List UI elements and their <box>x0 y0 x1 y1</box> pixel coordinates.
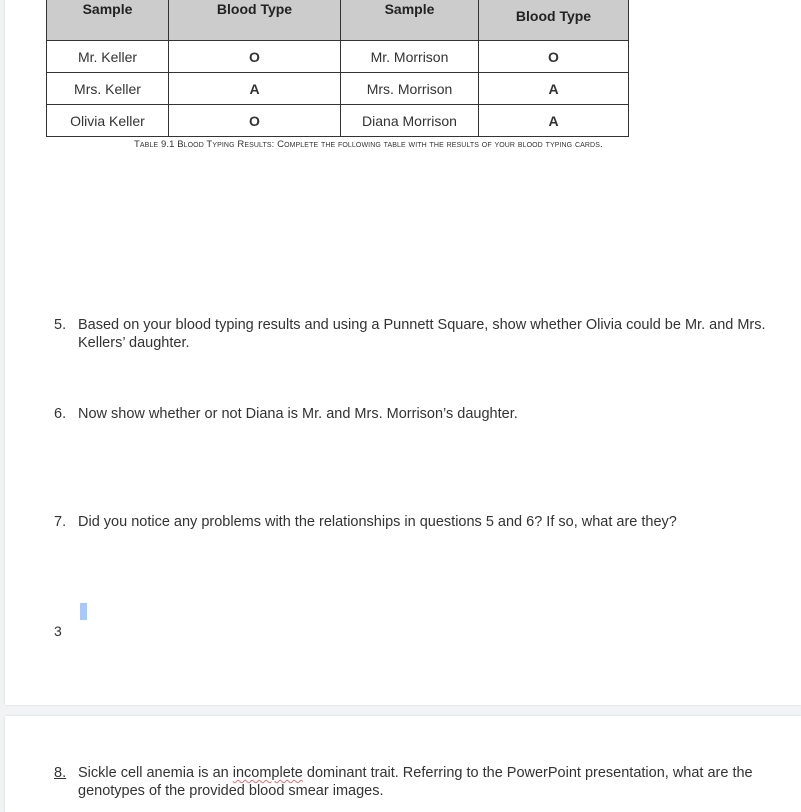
table-cell[interactable]: Olivia Keller <box>47 105 169 137</box>
question-number: 5. <box>54 317 67 333</box>
table-cell[interactable]: O <box>479 41 629 73</box>
table-cell[interactable]: A <box>169 73 341 105</box>
question-text-part: Sickle cell anemia is an <box>78 765 233 781</box>
question-number: 8. <box>54 765 67 781</box>
blood-typing-table <box>46 0 629 137</box>
question-text: Now show whether or not Diana is Mr. and Mrs. Morrison’s daughter. <box>78 406 518 422</box>
table-cell[interactable]: A <box>479 73 629 105</box>
question-text-part: dominant trait. Referring to the PowerPoint presentation, what are the genotypes of the provided blood smear images. <box>78 765 753 799</box>
table-row <box>47 73 629 105</box>
table-header-row <box>47 0 629 41</box>
table-row <box>47 41 629 73</box>
table-header-cell: Sample <box>341 0 479 41</box>
table-cell[interactable]: Mrs. Morrison <box>341 73 479 105</box>
page-number: 3 <box>54 623 62 639</box>
text-cursor <box>80 603 87 620</box>
question-6[interactable] <box>54 405 774 423</box>
question-text: Did you notice any problems with the relationships in questions 5 and 6? If so, what are they? <box>78 514 677 530</box>
question-7[interactable] <box>54 513 774 531</box>
spellcheck-flagged-word[interactable]: incomplete <box>232 765 303 781</box>
table-cell[interactable]: Mrs. Keller <box>47 73 169 105</box>
question-8[interactable] <box>54 764 794 799</box>
table-cell[interactable]: Diana Morrison <box>341 105 479 137</box>
table-header-cell: Blood Type <box>479 0 629 41</box>
question-number: 7. <box>54 514 67 530</box>
table-header-cell: Sample <box>47 0 169 41</box>
table-cell[interactable]: O <box>169 41 341 73</box>
table-cell[interactable]: Mr. Keller <box>47 41 169 73</box>
question-5[interactable] <box>54 316 784 351</box>
table-cell[interactable]: A <box>479 105 629 137</box>
document-page-2 <box>5 716 801 812</box>
question-number: 6. <box>54 406 67 422</box>
table-row <box>47 105 629 137</box>
table-header-cell: Blood Type <box>169 0 341 41</box>
table-cell[interactable]: Mr. Morrison <box>341 41 479 73</box>
table-cell[interactable]: O <box>169 105 341 137</box>
question-text: Based on your blood typing results and using a Punnett Square, show whether Olivia could be Mr. and Mrs. Kellers’ daughter. <box>78 317 766 351</box>
question-text <box>78 764 790 800</box>
table-caption: Table 9.1 Blood Typing Results: Complete the following table with the results of your blood typing cards. <box>134 139 603 150</box>
document-page-1 <box>5 0 801 705</box>
